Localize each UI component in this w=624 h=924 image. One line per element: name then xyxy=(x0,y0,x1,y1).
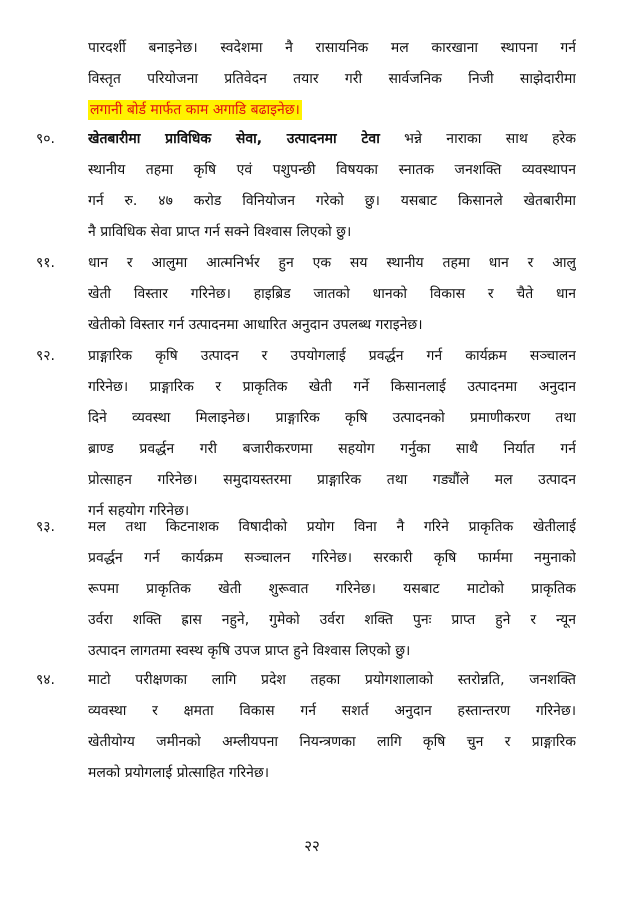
text-line: प्राङ्गारिक कृषि उत्पादन र उपयोगलाई प्रवर्द्धन गर्न कार्यक्रम सञ्चालन xyxy=(88,348,576,364)
text-line xyxy=(88,124,576,155)
continuation-paragraph xyxy=(88,33,576,126)
paragraph-91 xyxy=(88,248,576,341)
text-line: मलको प्रयोगलाई प्रोत्साहित गरिनेछ। xyxy=(88,765,270,781)
paragraph-93 xyxy=(88,512,576,667)
text-line: गर्न सहयोग गरिनेछ। xyxy=(88,503,190,519)
paragraph-number: ९२. xyxy=(36,348,56,364)
paragraph-92 xyxy=(88,341,576,527)
paragraph-94 xyxy=(88,665,576,789)
text-line: व्यवस्था र क्षमता विकास गर्न सशर्त अनुदान हस्तान्तरण गरिनेछ। xyxy=(88,703,576,719)
text-line: प्रोत्साहन गरिनेछ। समुदायस्तरमा प्राङ्गारिक तथा गड्यौंले मल उत्पादन xyxy=(88,472,576,488)
text-line: स्थानीय तहमा कृषि एवं पशुपन्छी विषयका स्नातक जनशक्ति व्यवस्थापन xyxy=(88,162,576,178)
text-line: खेतीयोग्य जमीनको अम्लीयपना नियन्त्रणका लागि कृषि चुन र प्राङ्गारिक xyxy=(88,734,576,750)
text-segment: भन्ने नाराका साथ हरेक xyxy=(404,131,576,147)
text-line: मल तथा किटनाशक विषादीको प्रयोग विना नै गरिने प्राकृतिक खेतीलाई xyxy=(88,519,576,535)
text-line: खेती विस्तार गरिनेछ। हाइब्रिड जातको धानको विकास र चैते धान xyxy=(88,286,576,302)
paragraph-number: ९१. xyxy=(36,255,56,271)
paragraph-number: ९०. xyxy=(36,131,56,147)
paragraph-90 xyxy=(88,124,576,248)
text-line: माटो परीक्षणका लागि प्रदेश तहका प्रयोगशालाको स्तरोन्नति, जनशक्ति xyxy=(88,672,576,688)
highlighted-line-wrapper xyxy=(88,95,576,126)
text-line: उर्वरा शक्ति ह्रास नहुने, गुमेको उर्वरा शक्ति पुनः प्राप्त हुने र न्यून xyxy=(88,612,576,628)
text-line: खेतीको विस्तार गर्न उत्पादनमा आधारित अनुदान उपलब्ध गराइनेछ। xyxy=(88,317,423,333)
text-line: धान र आलुमा आत्मनिर्भर हुन एक सय स्थानीय तहमा धान र आलु xyxy=(88,255,576,271)
paragraph-number: ९३. xyxy=(36,519,56,535)
text-line: रूपमा प्राकृतिक खेती शुरूवात गरिनेछ। यसबाट माटोको प्राकृतिक xyxy=(88,581,576,597)
text-line: प्रवर्द्धन गर्न कार्यक्रम सञ्चालन गरिनेछ। सरकारी कृषि फार्ममा नमुनाको xyxy=(88,550,576,566)
text-line: विस्तृत परियोजना प्रतिवेदन तयार गरी सार्वजनिक निजी साझेदारीमा xyxy=(88,71,576,87)
paragraph-number: ९४. xyxy=(36,672,56,688)
bold-lead-text: खेतबारीमा प्राविधिक सेवा, उत्पादनमा टेवा xyxy=(88,131,380,147)
text-line: दिने व्यवस्था मिलाइनेछ। प्राङ्गारिक कृषि उत्पादनको प्रमाणीकरण तथा xyxy=(88,410,576,426)
page-number: २२ xyxy=(304,837,320,855)
text-line: गरिनेछ। प्राङ्गारिक र प्राकृतिक खेती गर्ने किसानलाई उत्पादनमा अनुदान xyxy=(88,379,576,395)
highlighted-text: लगानी बोर्ड मार्फत काम अगाडि बढाइनेछ। xyxy=(90,102,300,118)
text-line: उत्पादन लागतमा स्वस्थ कृषि उपज प्राप्त हुने विश्वास लिएको छु। xyxy=(88,643,411,659)
text-line: ब्राण्ड प्रवर्द्धन गरी बजारीकरणमा सहयोग गर्नुका साथै निर्यात गर्न xyxy=(88,441,576,457)
text-line: गर्न रु. ४७ करोड विनियोजन गरेको छु। यसबाट किसानले खेतबारीमा xyxy=(88,193,576,209)
text-line: नै प्राविधिक सेवा प्राप्त गर्न सक्ने विश्वास लिएको छु। xyxy=(88,224,352,240)
text-line: पारदर्शी बनाइनेछ। स्वदेशमा नै रासायनिक मल कारखाना स्थापना गर्न xyxy=(88,40,576,56)
